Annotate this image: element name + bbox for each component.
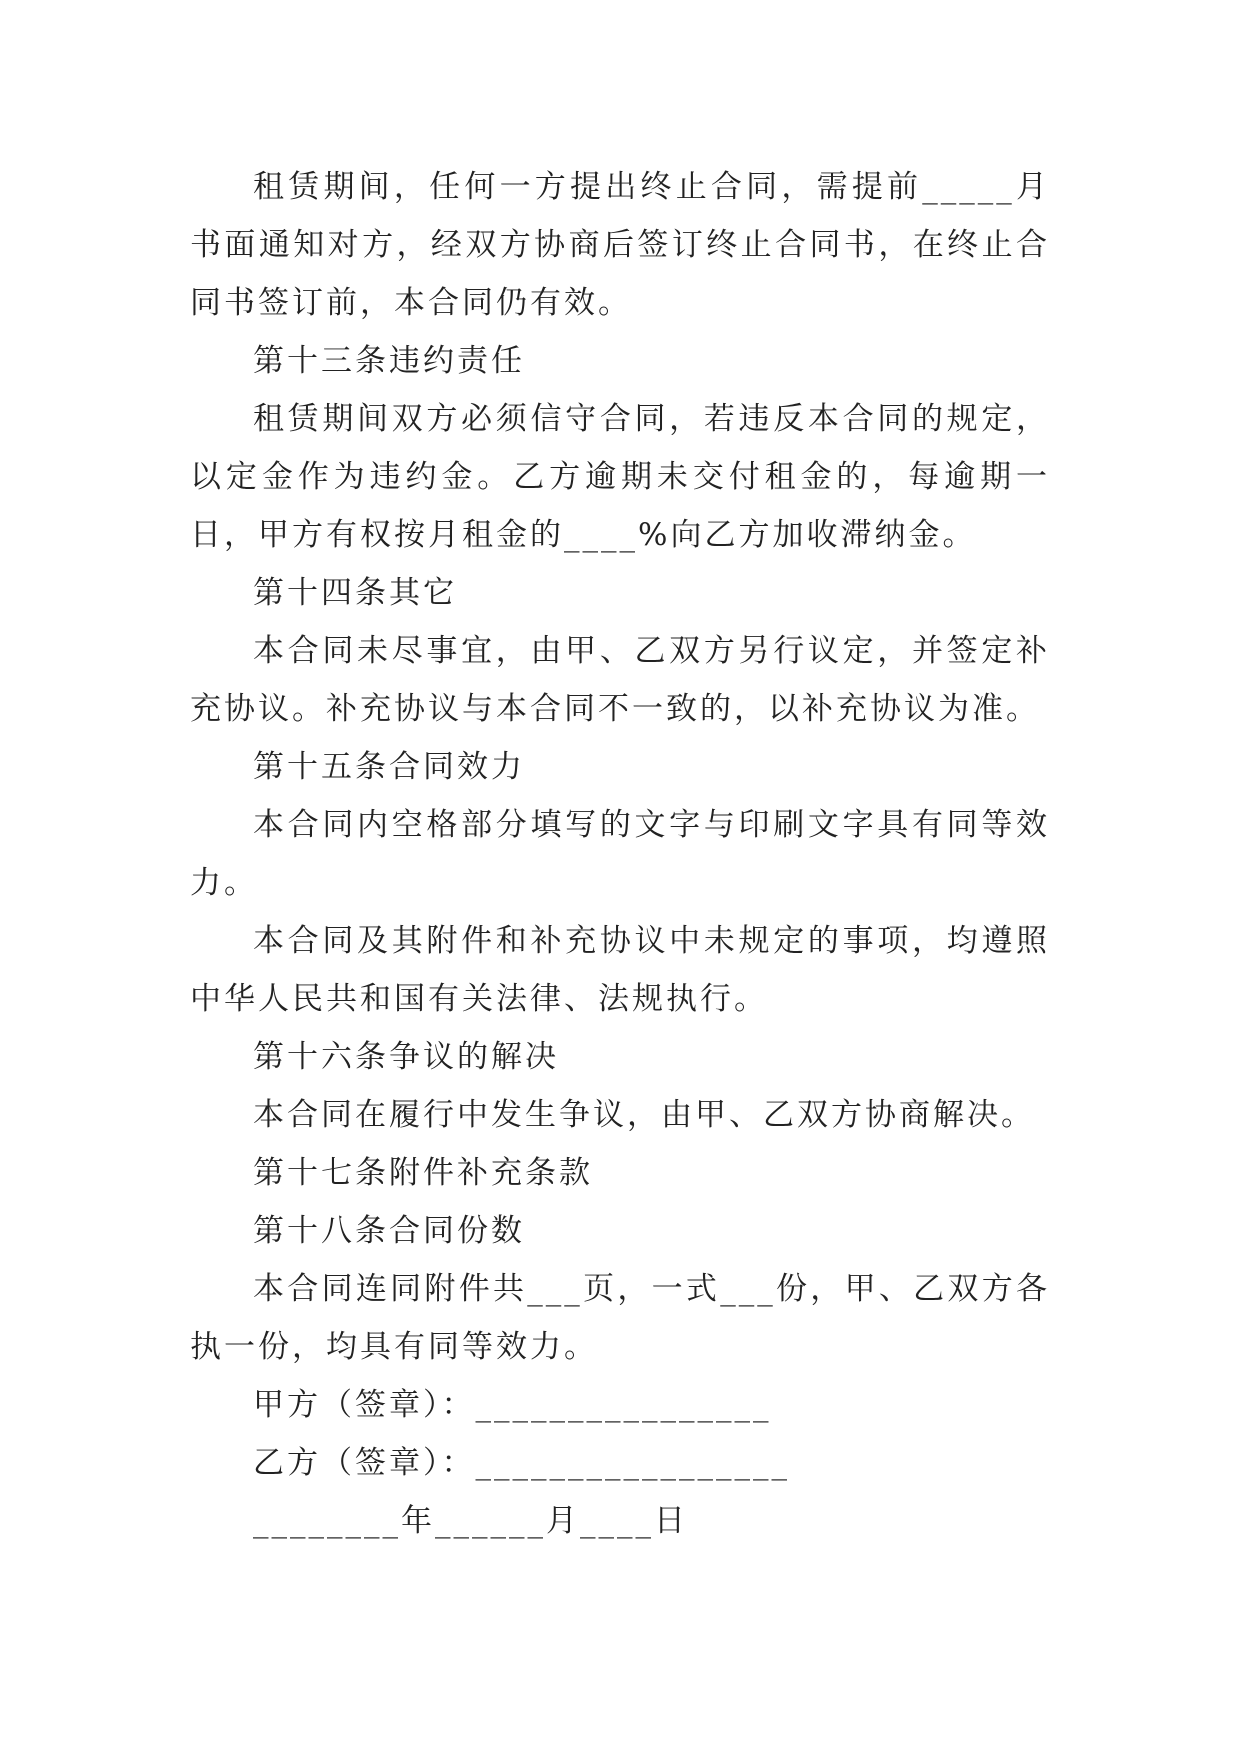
party-b-signature-line: 乙方（签章）：_________________ <box>253 1445 790 1481</box>
paragraph-breach-liability: 租赁期间双方必须信守合同，若违反本合同的规定，以定金作为违约金。乙方逾期未交付租金的，每逾期一日，甲方有权按月租金的____%向乙方加收滞纳金。 <box>190 401 1050 553</box>
article-14-heading: 第十四条其它 <box>253 575 457 611</box>
article-17-heading: 第十七条附件补充条款 <box>253 1155 593 1191</box>
paragraph-dispute-resolution: 本合同在履行中发生争议，由甲、乙双方协商解决。 <box>253 1097 1035 1133</box>
article-15-heading: 第十五条合同效力 <box>253 749 525 785</box>
paragraph-supplementary-agreement: 本合同未尽事宜，由甲、乙双方另行议定，并签定补充协议。补充协议与本合同不一致的，以补充协议为准。 <box>190 633 1050 727</box>
article-16-heading: 第十六条争议的解决 <box>253 1039 559 1075</box>
party-a-signature-line: 甲方（签章）：________________ <box>253 1387 772 1423</box>
paragraph-copies: 本合同连同附件共___页，一式___份，甲、乙双方各执一份，均具有同等效力。 <box>190 1271 1050 1365</box>
paragraph-applicable-law: 本合同及其附件和补充协议中未规定的事项，均遵照中华人民共和国有关法律、法规执行。 <box>190 923 1050 1017</box>
date-line: ________年______月____日 <box>253 1503 688 1539</box>
paragraph-blank-fields-validity: 本合同内空格部分填写的文字与印刷文字具有同等效力。 <box>190 807 1050 901</box>
document-body <box>190 158 1050 1550</box>
article-13-heading: 第十三条违约责任 <box>253 343 525 379</box>
paragraph-termination-notice: 租赁期间，任何一方提出终止合同，需提前_____月书面通知对方，经双方协商后签订终止合同书，在终止合同书签订前，本合同仍有效。 <box>190 169 1050 321</box>
article-18-heading: 第十八条合同份数 <box>253 1213 525 1249</box>
